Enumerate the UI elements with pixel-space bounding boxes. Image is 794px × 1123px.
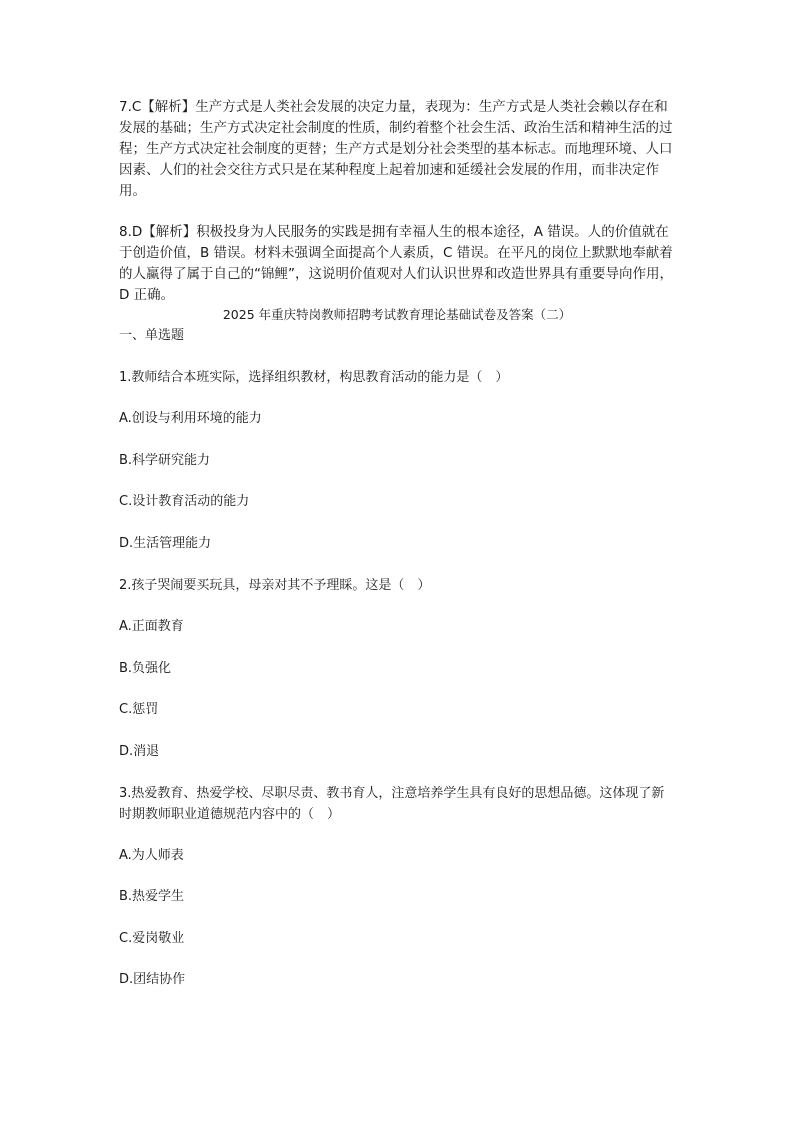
question-2-option-a: A.正面教育 — [119, 619, 184, 634]
section-title: 一、单选题 — [119, 328, 185, 343]
answer-explanation-7: 7.C【解析】生产方式是人类社会发展的决定力量，表现为：生产方式是人类社会赖以存在和发展的基础；生产方式决定社会制度的性质，制约着整个社会生活、政治生活和精神生活的过程；生产方式决定社会制度的更替；生产方式是划分社会类型的基本标志。而地理环境、人口因素、人们的社会交往方式只是在某种程度上起着加速和延缓社会发展的作用，而非决定作用。 — [119, 99, 673, 199]
question-1-option-d: D.生活管理能力 — [119, 536, 212, 551]
question-1-stem: 1.教师结合本班实际，选择组织教材，构思教育活动的能力是（ ） — [119, 370, 509, 385]
question-3-stem: 3.热爱教育、热爱学校、尽职尽责、教书育人，注意培养学生具有良好的思想品德。这体现了新时期教师职业道德规范内容中的（ ） — [119, 786, 665, 822]
question-2-option-c: C.惩罚 — [119, 702, 159, 717]
question-3-option-d: D.团结协作 — [119, 972, 186, 987]
question-2-option-d: D.消退 — [119, 744, 160, 759]
exam-title: 2025 年重庆特岗教师招聘考试教育理论基础试卷及答案（二） — [222, 307, 572, 322]
question-3-option-c: C.爱岗敬业 — [119, 931, 185, 946]
question-1-option-a: A.创设与利用环境的能力 — [119, 411, 262, 426]
question-1-option-c: C.设计教育活动的能力 — [119, 494, 250, 509]
question-3-option-a: A.为人师表 — [119, 848, 184, 863]
question-1-option-b: B.科学研究能力 — [119, 453, 211, 468]
question-2-stem: 2.孩子哭闹要买玩具，母亲对其不予理睬。这是（ ） — [119, 578, 431, 593]
question-3-option-b: B.热爱学生 — [119, 889, 185, 904]
question-2-option-b: B.负强化 — [119, 661, 172, 676]
answer-explanation-8: 8.D【解析】积极投身为人民服务的实践是拥有幸福人生的根本途径，A 错误。人的价值就在于创造价值，B 错误。材料未强调全面提高个人素质，C 错误。在平凡的岗位上默默地奉献着的人赢得了属于自己的“锦鲤”，这说明价值观对人们认识世界和改造世界具有重要导向作用，D 正确。 — [119, 224, 673, 303]
